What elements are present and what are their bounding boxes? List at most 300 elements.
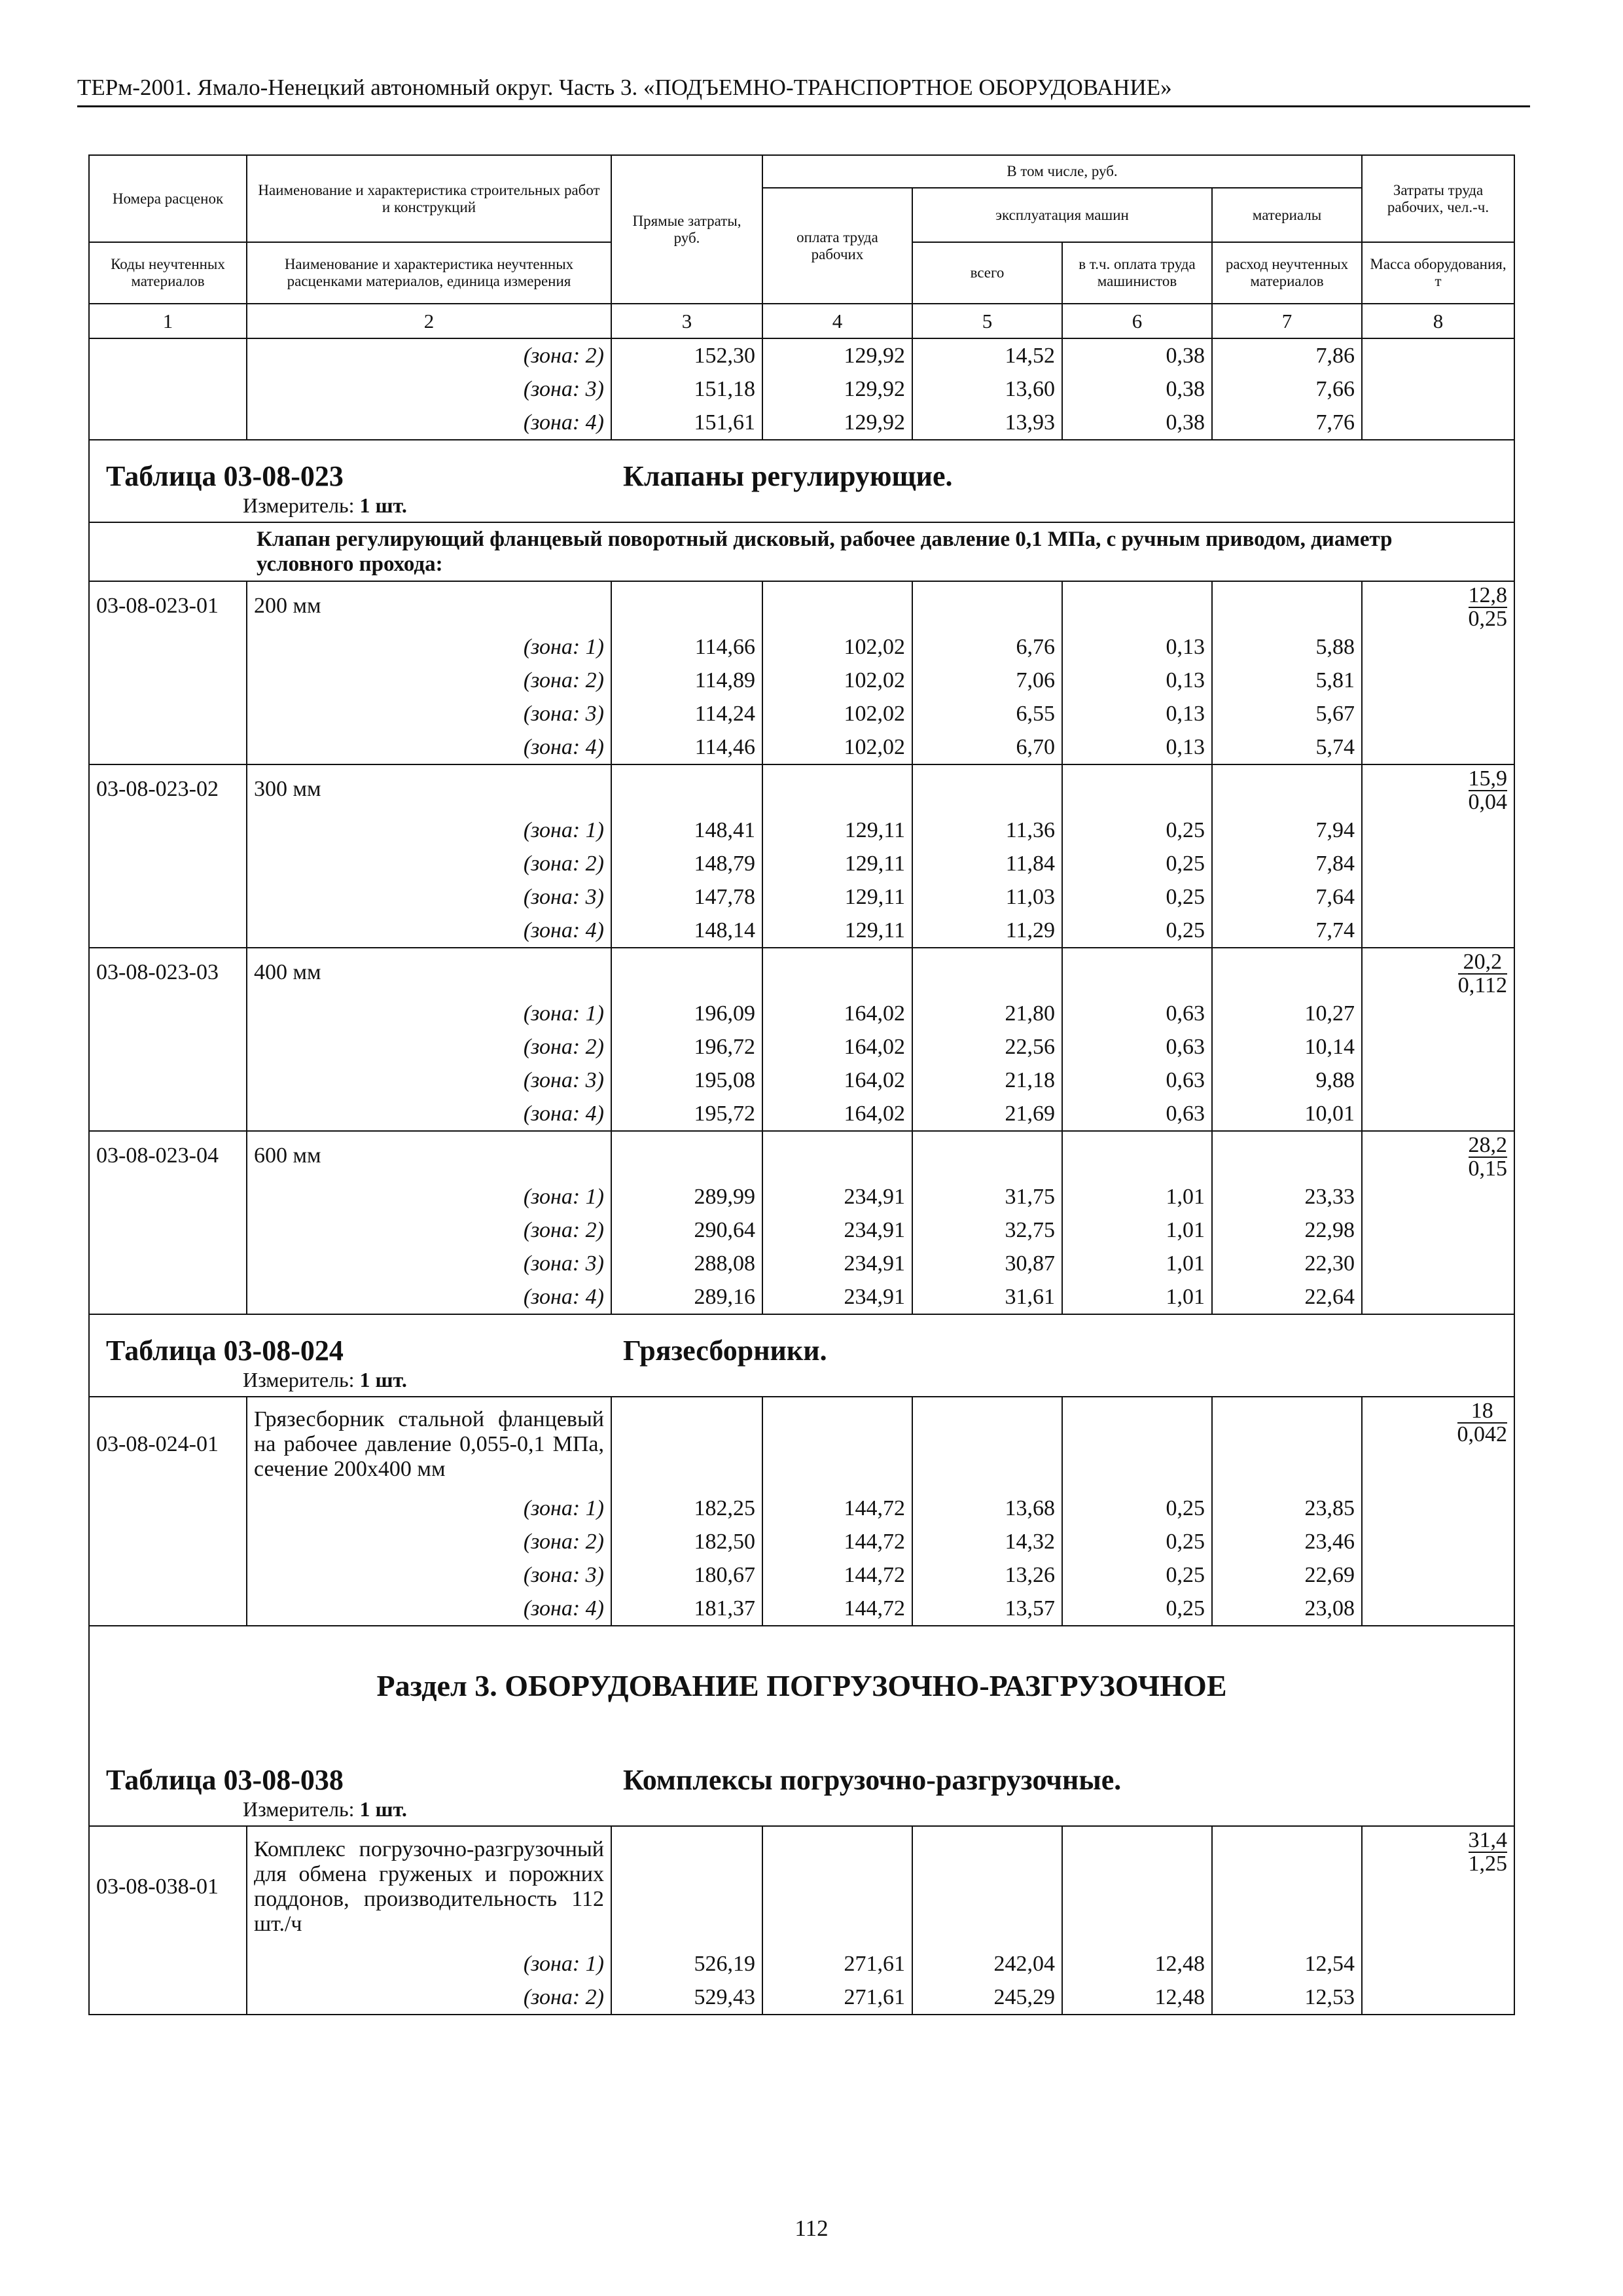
equipment-mass-value: 0,15: [1468, 1157, 1508, 1180]
zone-row: [89, 880, 1514, 914]
labor-mass-fraction: [1362, 1397, 1514, 1492]
item-row: [89, 1826, 1514, 1947]
direct-costs-value: 148,79: [611, 847, 762, 880]
unit-prefix: Измеритель:: [243, 1368, 360, 1391]
zone-label: (зона: 3): [247, 1247, 611, 1280]
code-cell: [89, 664, 247, 697]
operator-pay-value: 1,01: [1062, 1180, 1212, 1213]
empty-cell: [1212, 1826, 1362, 1947]
equipment-mass-value: 0,112: [1457, 973, 1508, 997]
price-table: [88, 154, 1515, 2015]
materials-value: 7,66: [1212, 372, 1362, 406]
unit-value: 1 шт.: [359, 1368, 407, 1391]
zone-row: [89, 1981, 1514, 2015]
labor-pay-value: 144,72: [762, 1525, 912, 1558]
direct-costs-value: 290,64: [611, 1213, 762, 1247]
materials-value: 23,33: [1212, 1180, 1362, 1213]
zone-row: [89, 1592, 1514, 1626]
header-work-name: Наименование и характеристика строительных работ и конструкций: [247, 155, 611, 242]
materials-value: 7,76: [1212, 406, 1362, 440]
materials-value: 9,88: [1212, 1064, 1362, 1097]
zone-row: [89, 338, 1514, 372]
labor-pay-value: 271,61: [762, 1981, 912, 2015]
header-machines-total: всего: [912, 242, 1062, 304]
empty-cell: [1062, 1397, 1212, 1492]
header-unaccounted-names: Наименование и характеристика неучтенных расценками материалов, единица измерения: [247, 242, 611, 304]
direct-costs-value: 195,08: [611, 1064, 762, 1097]
item-row: [89, 1397, 1514, 1492]
labor-pay-value: 144,72: [762, 1592, 912, 1626]
labor-pay-value: 102,02: [762, 630, 912, 664]
operator-pay-value: 0,25: [1062, 880, 1212, 914]
empty-cell: [1362, 1247, 1514, 1280]
item-name: 400 мм: [247, 948, 611, 997]
machines-total-value: 31,75: [912, 1180, 1062, 1213]
code-cell: [89, 338, 247, 372]
empty-cell: [1362, 814, 1514, 847]
empty-cell: [762, 764, 912, 814]
labor-pay-value: 234,91: [762, 1180, 912, 1213]
materials-value: 10,14: [1212, 1030, 1362, 1064]
labor-pay-value: 164,02: [762, 1064, 912, 1097]
empty-cell: [912, 1131, 1062, 1180]
zone-label: (зона: 3): [247, 1064, 611, 1097]
labor-pay-value: 129,92: [762, 372, 912, 406]
zone-row: [89, 406, 1514, 440]
labor-pay-value: 129,92: [762, 406, 912, 440]
empty-cell: [912, 581, 1062, 630]
empty-cell: [1362, 1947, 1514, 1981]
materials-value: 22,98: [1212, 1213, 1362, 1247]
table-title-row: [89, 1744, 1514, 1797]
column-number: 7: [1212, 304, 1362, 338]
operator-pay-value: 0,38: [1062, 372, 1212, 406]
direct-costs-value: 148,41: [611, 814, 762, 847]
direct-costs-value: 114,66: [611, 630, 762, 664]
machines-total-value: 13,57: [912, 1592, 1062, 1626]
direct-costs-value: 148,14: [611, 914, 762, 948]
labor-pay-value: 234,91: [762, 1247, 912, 1280]
operator-pay-value: 0,13: [1062, 664, 1212, 697]
empty-cell: [611, 581, 762, 630]
materials-value: 7,74: [1212, 914, 1362, 948]
direct-costs-value: 196,09: [611, 997, 762, 1030]
header-unaccounted-consumption: расход неучтенных материалов: [1212, 242, 1362, 304]
header-labor-costs: Затраты труда рабочих, чел.-ч.: [1362, 155, 1514, 242]
zone-label: (зона: 2): [247, 1981, 611, 2015]
table-name: Комплексы погрузочно-разгрузочные.: [623, 1764, 1122, 1796]
rate-code: 03-08-023-02: [89, 764, 247, 814]
zone-label: (зона: 3): [247, 372, 611, 406]
operator-pay-value: 0,25: [1062, 1525, 1212, 1558]
zone-row: [89, 1213, 1514, 1247]
labor-pay-value: 164,02: [762, 1030, 912, 1064]
operator-pay-value: 0,25: [1062, 1558, 1212, 1592]
labor-pay-value: 144,72: [762, 1558, 912, 1592]
machines-total-value: 30,87: [912, 1247, 1062, 1280]
materials-value: 5,88: [1212, 630, 1362, 664]
equipment-mass-value: 1,25: [1468, 1852, 1508, 1876]
column-number: 2: [247, 304, 611, 338]
empty-cell: [1212, 1131, 1362, 1180]
machines-total-value: 21,69: [912, 1097, 1062, 1131]
direct-costs-value: 182,50: [611, 1525, 762, 1558]
header-machine-operation: эксплуатация машин: [912, 188, 1212, 242]
direct-costs-value: 182,25: [611, 1492, 762, 1525]
direct-costs-value: 181,37: [611, 1592, 762, 1626]
materials-value: 10,01: [1212, 1097, 1362, 1131]
direct-costs-value: 180,67: [611, 1558, 762, 1592]
empty-cell: [1362, 914, 1514, 948]
materials-value: 7,84: [1212, 847, 1362, 880]
unit-prefix: Измеритель:: [243, 493, 360, 517]
empty-cell: [762, 948, 912, 997]
operator-pay-value: 1,01: [1062, 1247, 1212, 1280]
zone-row: [89, 1492, 1514, 1525]
machines-total-value: 11,36: [912, 814, 1062, 847]
table-name: Клапаны регулирующие.: [623, 460, 953, 492]
item-name: Грязесборник стальной фланцевый на рабочее давление 0,055-0,1 МПа, сечение 200х400 мм: [247, 1397, 611, 1492]
empty-cell: [1362, 1213, 1514, 1247]
zone-label: (зона: 4): [247, 1097, 611, 1131]
labor-pay-value: 129,11: [762, 847, 912, 880]
machines-total-value: 22,56: [912, 1030, 1062, 1064]
empty-cell: [611, 1397, 762, 1492]
item-name: 600 мм: [247, 1131, 611, 1180]
materials-value: 10,27: [1212, 997, 1362, 1030]
code-cell: [89, 1030, 247, 1064]
machines-total-value: 31,61: [912, 1280, 1062, 1314]
item-row: [89, 764, 1514, 814]
empty-cell: [1362, 1030, 1514, 1064]
zone-row: [89, 730, 1514, 764]
operator-pay-value: 0,63: [1062, 1030, 1212, 1064]
materials-value: 22,64: [1212, 1280, 1362, 1314]
zone-row: [89, 1097, 1514, 1131]
table-title-row: [89, 1314, 1514, 1367]
zone-label: (зона: 2): [247, 1213, 611, 1247]
labor-pay-value: 129,11: [762, 914, 912, 948]
materials-value: 7,86: [1212, 338, 1362, 372]
unit-row: [89, 1797, 1514, 1826]
operator-pay-value: 0,63: [1062, 997, 1212, 1030]
operator-pay-value: 12,48: [1062, 1981, 1212, 2015]
operator-pay-value: 0,13: [1062, 730, 1212, 764]
item-row: [89, 581, 1514, 630]
zone-row: [89, 1947, 1514, 1981]
equipment-mass-value: 0,04: [1468, 790, 1508, 814]
zone-label: (зона: 2): [247, 847, 611, 880]
table-body: [89, 338, 1514, 2015]
zone-row: [89, 630, 1514, 664]
header-operator-pay: в т.ч. оплата труда машинистов: [1062, 242, 1212, 304]
direct-costs-value: 195,72: [611, 1097, 762, 1131]
code-cell: [89, 847, 247, 880]
empty-cell: [912, 1826, 1062, 1947]
machines-total-value: 21,80: [912, 997, 1062, 1030]
labor-pay-value: 234,91: [762, 1213, 912, 1247]
empty-cell: [611, 1826, 762, 1947]
item-name: Комплекс погрузочно-разгрузочный для обмена груженых и порожних поддонов, производительность 112 шт./ч: [247, 1826, 611, 1947]
code-cell: [89, 814, 247, 847]
unit-value: 1 шт.: [359, 493, 407, 517]
empty-cell: [1062, 948, 1212, 997]
materials-value: 7,94: [1212, 814, 1362, 847]
empty-cell: [1212, 948, 1362, 997]
zone-label: (зона: 1): [247, 1492, 611, 1525]
zone-row: [89, 1558, 1514, 1592]
table-label: Таблица 03-08-023: [106, 460, 344, 492]
table-header: [89, 155, 1514, 338]
group-subheading: Клапан регулирующий фланцевый поворотный дисковый, рабочее давление 0,1 МПа, с ручным приводом, диаметр условного прохода:: [89, 522, 1514, 581]
operator-pay-value: 0,13: [1062, 630, 1212, 664]
direct-costs-value: 152,30: [611, 338, 762, 372]
direct-costs-value: 114,89: [611, 664, 762, 697]
zone-label: (зона: 4): [247, 730, 611, 764]
table-title-row: [89, 440, 1514, 493]
table-label: Таблица 03-08-024: [106, 1335, 344, 1367]
labor-pay-value: 102,02: [762, 697, 912, 730]
labor-pay-value: 129,11: [762, 814, 912, 847]
page-number: 112: [794, 2215, 829, 2241]
zone-label: (зона: 4): [247, 914, 611, 948]
labor-pay-value: 164,02: [762, 997, 912, 1030]
zone-label: (зона: 4): [247, 1280, 611, 1314]
machines-total-value: 14,32: [912, 1525, 1062, 1558]
unit-row: [89, 1367, 1514, 1397]
header-equipment-mass: Масса оборудования, т: [1362, 242, 1514, 304]
code-cell: [89, 697, 247, 730]
machines-total-value: 6,76: [912, 630, 1062, 664]
machines-total-value: 13,93: [912, 406, 1062, 440]
direct-costs-value: 289,16: [611, 1280, 762, 1314]
rate-code: 03-08-024-01: [89, 1397, 247, 1492]
code-cell: [89, 1981, 247, 2015]
labor-costs-value: 12,8: [1468, 583, 1508, 607]
column-number: 5: [912, 304, 1062, 338]
zone-row: [89, 914, 1514, 948]
direct-costs-value: 196,72: [611, 1030, 762, 1064]
empty-cell: [1362, 1064, 1514, 1097]
direct-costs-value: 151,18: [611, 372, 762, 406]
header-including: В том числе, руб.: [762, 155, 1362, 188]
labor-pay-value: 271,61: [762, 1947, 912, 1981]
empty-cell: [762, 1397, 912, 1492]
machines-total-value: 6,70: [912, 730, 1062, 764]
labor-mass-fraction: [1362, 948, 1514, 997]
zone-label: (зона: 3): [247, 1558, 611, 1592]
unit-row: [89, 493, 1514, 522]
empty-cell: [1362, 880, 1514, 914]
code-cell: [89, 1247, 247, 1280]
header-unaccounted-codes: Коды неучтенных материалов: [89, 242, 247, 304]
operator-pay-value: 1,01: [1062, 1280, 1212, 1314]
materials-value: 22,30: [1212, 1247, 1362, 1280]
operator-pay-value: 0,38: [1062, 406, 1212, 440]
rate-code: 03-08-038-01: [89, 1826, 247, 1947]
materials-value: 12,54: [1212, 1947, 1362, 1981]
empty-cell: [1062, 581, 1212, 630]
unit-prefix: Измеритель:: [243, 1797, 360, 1821]
zone-label: (зона: 2): [247, 1030, 611, 1064]
code-cell: [89, 1097, 247, 1131]
labor-pay-value: 164,02: [762, 1097, 912, 1131]
code-cell: [89, 372, 247, 406]
empty-cell: [912, 1397, 1062, 1492]
zone-label: (зона: 2): [247, 338, 611, 372]
operator-pay-value: 1,01: [1062, 1213, 1212, 1247]
machines-total-value: 32,75: [912, 1213, 1062, 1247]
empty-cell: [1362, 1981, 1514, 2015]
machines-total-value: 245,29: [912, 1981, 1062, 2015]
zone-row: [89, 1030, 1514, 1064]
column-number: 1: [89, 304, 247, 338]
zone-label: (зона: 4): [247, 1592, 611, 1626]
code-cell: [89, 1492, 247, 1525]
header-rule: [77, 105, 1530, 107]
machines-total-value: 13,68: [912, 1492, 1062, 1525]
header-materials: материалы: [1212, 188, 1362, 242]
empty-cell: [1212, 764, 1362, 814]
direct-costs-value: 288,08: [611, 1247, 762, 1280]
rate-code: 03-08-023-04: [89, 1131, 247, 1180]
machines-total-value: 14,52: [912, 338, 1062, 372]
empty-cell: [1362, 406, 1514, 440]
empty-cell: [1362, 1492, 1514, 1525]
operator-pay-value: 0,25: [1062, 814, 1212, 847]
zone-label: (зона: 1): [247, 814, 611, 847]
empty-cell: [762, 581, 912, 630]
code-cell: [89, 630, 247, 664]
materials-value: 23,46: [1212, 1525, 1362, 1558]
machines-total-value: 7,06: [912, 664, 1062, 697]
empty-cell: [1362, 847, 1514, 880]
rate-code: 03-08-023-03: [89, 948, 247, 997]
operator-pay-value: 0,63: [1062, 1097, 1212, 1131]
machines-total-value: 13,60: [912, 372, 1062, 406]
empty-cell: [1362, 1097, 1514, 1131]
empty-cell: [912, 948, 1062, 997]
direct-costs-value: 114,24: [611, 697, 762, 730]
materials-value: 5,81: [1212, 664, 1362, 697]
zone-label: (зона: 1): [247, 997, 611, 1030]
empty-cell: [1362, 630, 1514, 664]
labor-pay-value: 102,02: [762, 730, 912, 764]
empty-cell: [1362, 697, 1514, 730]
code-cell: [89, 1947, 247, 1981]
code-cell: [89, 1592, 247, 1626]
empty-cell: [1062, 1131, 1212, 1180]
empty-cell: [1362, 1558, 1514, 1592]
zone-label: (зона: 3): [247, 697, 611, 730]
direct-costs-value: 114,46: [611, 730, 762, 764]
empty-cell: [1362, 1525, 1514, 1558]
equipment-mass-value: 0,25: [1468, 607, 1508, 630]
zone-row: [89, 1064, 1514, 1097]
code-cell: [89, 1064, 247, 1097]
code-cell: [89, 1280, 247, 1314]
materials-value: 5,74: [1212, 730, 1362, 764]
labor-costs-value: 18: [1457, 1400, 1508, 1424]
labor-pay-value: 129,11: [762, 880, 912, 914]
zone-row: [89, 372, 1514, 406]
empty-cell: [1362, 1280, 1514, 1314]
empty-cell: [1362, 372, 1514, 406]
machines-total-value: 13,26: [912, 1558, 1062, 1592]
empty-cell: [762, 1826, 912, 1947]
empty-cell: [611, 948, 762, 997]
materials-value: 23,08: [1212, 1592, 1362, 1626]
section-title-row: [89, 1626, 1514, 1744]
item-name: 200 мм: [247, 581, 611, 630]
item-name: 300 мм: [247, 764, 611, 814]
empty-cell: [1212, 581, 1362, 630]
direct-costs-value: 151,61: [611, 406, 762, 440]
table-name: Грязесборники.: [623, 1335, 827, 1367]
empty-cell: [762, 1131, 912, 1180]
header-labor-pay: оплата труда рабочих: [762, 188, 912, 304]
table-label: Таблица 03-08-038: [106, 1764, 344, 1796]
empty-cell: [1362, 338, 1514, 372]
empty-cell: [1062, 764, 1212, 814]
zone-label: (зона: 1): [247, 1180, 611, 1213]
column-number: 3: [611, 304, 762, 338]
page-header: ТЕРм-2001. Ямало-Ненецкий автономный округ. Часть 3. «ПОДЪЕМНО-ТРАНСПОРТНОЕ ОБОРУДОВАНИЕ»: [77, 75, 1172, 100]
header-rate-numbers: Номера расценок: [89, 155, 247, 242]
labor-pay-value: 234,91: [762, 1280, 912, 1314]
item-row: [89, 1131, 1514, 1180]
operator-pay-value: 0,13: [1062, 697, 1212, 730]
labor-mass-fraction: [1362, 1131, 1514, 1180]
zone-label: (зона: 3): [247, 880, 611, 914]
code-cell: [89, 406, 247, 440]
code-cell: [89, 1525, 247, 1558]
labor-pay-value: 144,72: [762, 1492, 912, 1525]
operator-pay-value: 0,25: [1062, 914, 1212, 948]
operator-pay-value: 0,38: [1062, 338, 1212, 372]
empty-cell: [1362, 1592, 1514, 1626]
code-cell: [89, 997, 247, 1030]
direct-costs-value: 529,43: [611, 1981, 762, 2015]
materials-value: 22,69: [1212, 1558, 1362, 1592]
empty-cell: [912, 764, 1062, 814]
code-cell: [89, 1558, 247, 1592]
item-row: [89, 948, 1514, 997]
operator-pay-value: 0,63: [1062, 1064, 1212, 1097]
machines-total-value: 21,18: [912, 1064, 1062, 1097]
materials-value: 5,67: [1212, 697, 1362, 730]
zone-label: (зона: 2): [247, 1525, 611, 1558]
labor-mass-fraction: [1362, 764, 1514, 814]
zone-row: [89, 1525, 1514, 1558]
operator-pay-value: 12,48: [1062, 1947, 1212, 1981]
direct-costs-value: 147,78: [611, 880, 762, 914]
column-number: 8: [1362, 304, 1514, 338]
operator-pay-value: 0,25: [1062, 847, 1212, 880]
zone-label: (зона: 2): [247, 664, 611, 697]
section-title: Раздел 3. ОБОРУДОВАНИЕ ПОГРУЗОЧНО-РАЗГРУЗОЧНОЕ: [89, 1626, 1514, 1744]
direct-costs-value: 526,19: [611, 1947, 762, 1981]
empty-cell: [611, 764, 762, 814]
empty-cell: [1362, 664, 1514, 697]
zone-row: [89, 1247, 1514, 1280]
labor-costs-value: 15,9: [1468, 766, 1508, 791]
labor-mass-fraction: [1362, 581, 1514, 630]
zone-row: [89, 997, 1514, 1030]
zone-row: [89, 1280, 1514, 1314]
zone-label: (зона: 1): [247, 1947, 611, 1981]
code-cell: [89, 880, 247, 914]
